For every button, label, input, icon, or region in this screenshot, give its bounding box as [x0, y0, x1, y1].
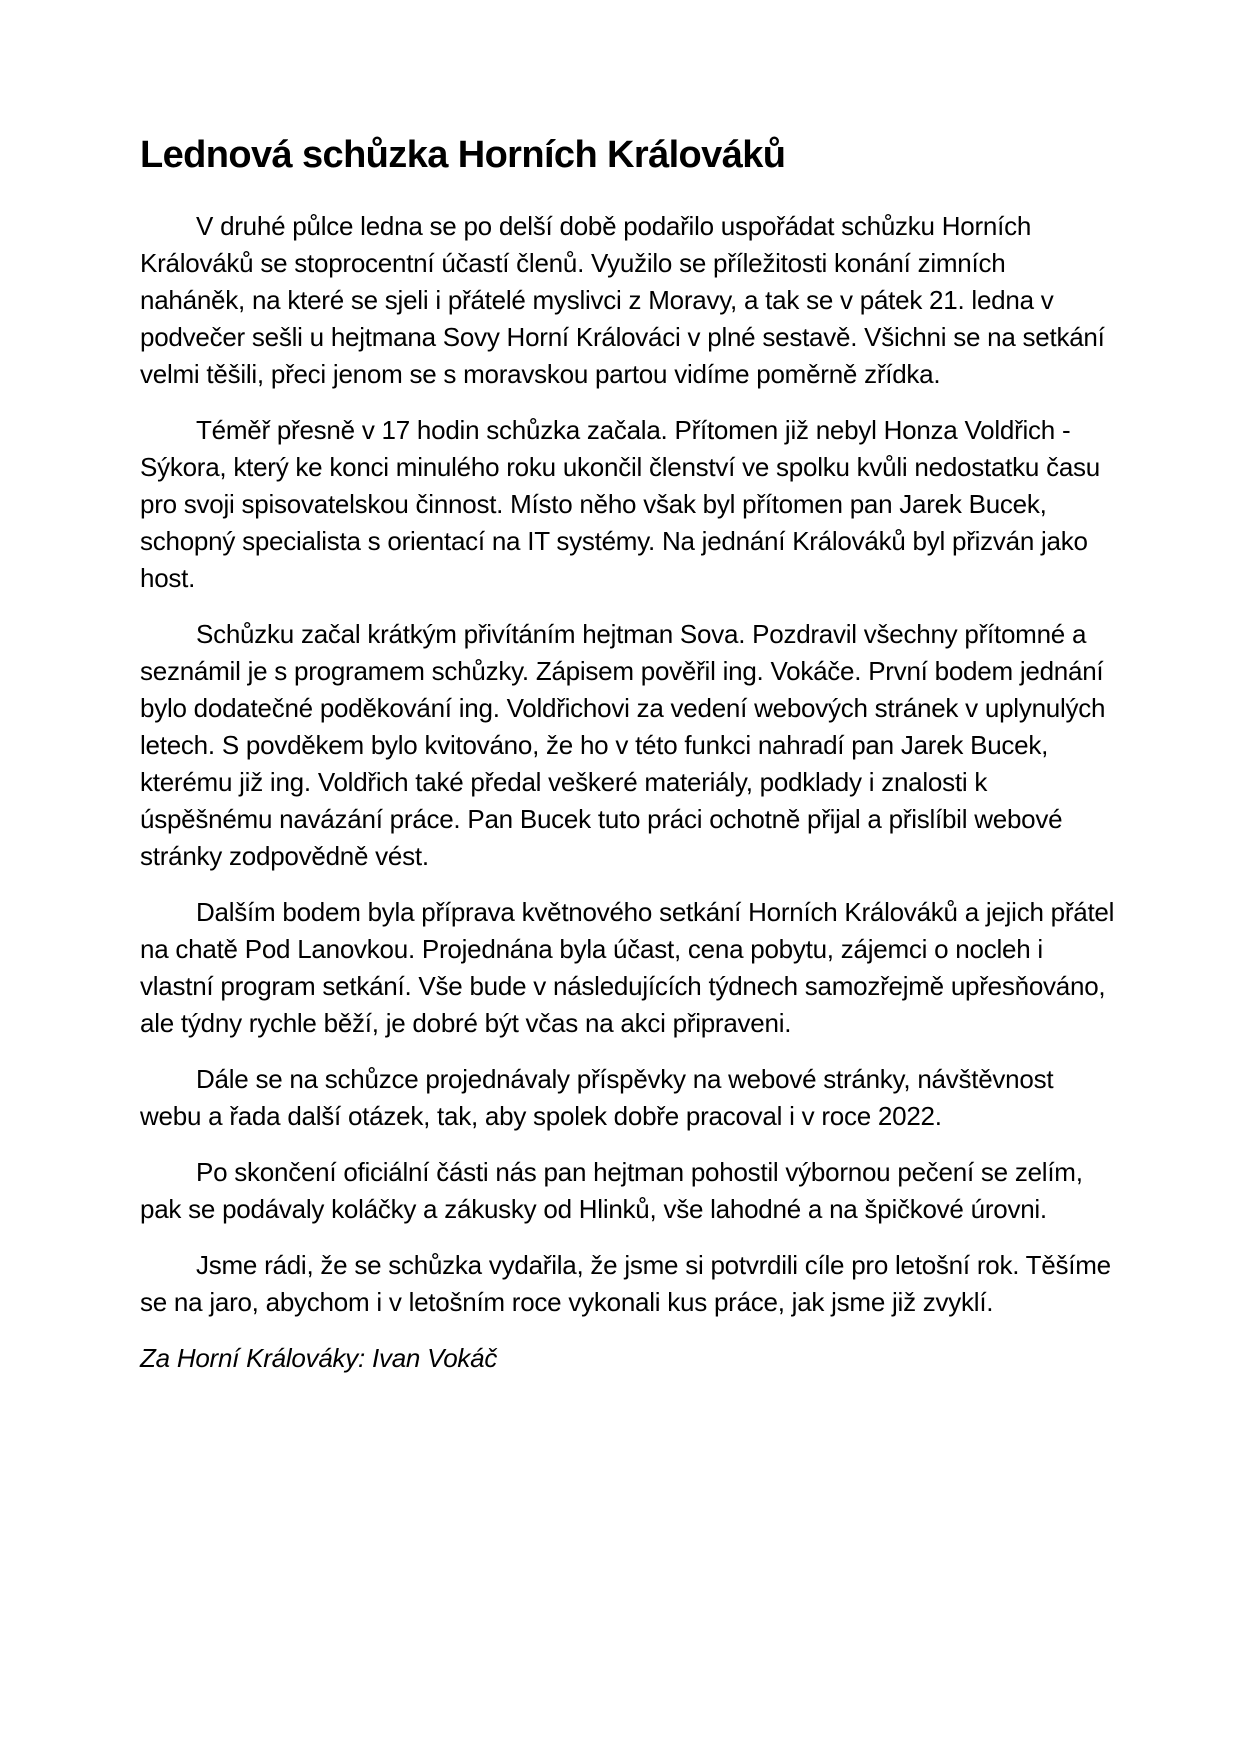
paragraph-1: V druhé půlce ledna se po delší době podařilo uspořádat schůzku Horních Králováků se stoprocentní účastí členů. Využilo se příležitosti konání zimních naháněk, na které se sjeli i přátelé myslivci z Moravy, a tak se v pátek 21. ledna v podvečer sešli u hejtmana Sovy Horní Králováci v plné sestavě. Všichni se na setkání velmi těšili, přeci jenom se s moravskou partou vidíme poměrně zřídka.: [140, 211, 1105, 389]
paragraph-4: Dalším bodem byla příprava květnového setkání Horních Králováků a jejich přátel na chatě Pod Lanovkou. Projednána byla účast, cena pobytu, zájemci o nocleh i vlastní program setkání. Vše bude v následujících týdnech samozřejmě upřesňováno, ale týdny rychle běží, je dobré být včas na akci připraveni.: [140, 897, 1115, 1038]
paragraph-7: Jsme rádi, že se schůzka vydařila, že jsme si potvrdili cíle pro letošní rok. Těšíme se na jaro, abychom i v letošním roce vykonali kus práce, jak jsme již zvyklí.: [140, 1250, 1111, 1317]
paragraph-6: Po skončení oficiální části nás pan hejtman pohostil výbornou pečení se zelím, pak se podávaly koláčky a zákusky od Hlinků, vše lahodné a na špičkové úrovni.: [140, 1157, 1083, 1224]
paragraph-2: Téměř přesně v 17 hodin schůzka začala. Přítomen již nebyl Honza Voldřich - Sýkora, který ke konci minulého roku ukončil členství ve spolku kvůli nedostatku času pro svoji spisovatelskou činnost. Místo něho však byl přítomen pan Jarek Bucek, schopný specialista s orientací na IT systémy. Na jednání Králováků byl přizván jako host.: [140, 415, 1100, 593]
document-title: Lednová schůzka Horních Králováků: [140, 134, 786, 176]
paragraph-5: Dále se na schůzce projednávaly příspěvky na webové stránky, návštěvnost webu a řada další otázek, tak, aby spolek dobře pracoval i v roce 2022.: [140, 1064, 1054, 1131]
document-body: [140, 208, 1115, 1321]
document-signature: Za Horní Králováky: Ivan Vokáč: [140, 1343, 498, 1373]
paragraph-3: Schůzku začal krátkým přivítáním hejtman Sova. Pozdravil všechny přítomné a seznámil je s programem schůzky. Zápisem pověřil ing. Vokáče. První bodem jednání bylo dodatečné poděkování ing. Voldřichovi za vedení webových stránek v uplynulých letech. S povděkem bylo kvitováno, že ho v této funkci nahradí pan Jarek Bucek, kterému již ing. Voldřich také předal veškeré materiály, podklady i znalosti k úspěšnému navázání práce. Pan Bucek tuto práci ochotně přijal a přislíbil webové stránky zodpovědně vést.: [140, 619, 1106, 871]
